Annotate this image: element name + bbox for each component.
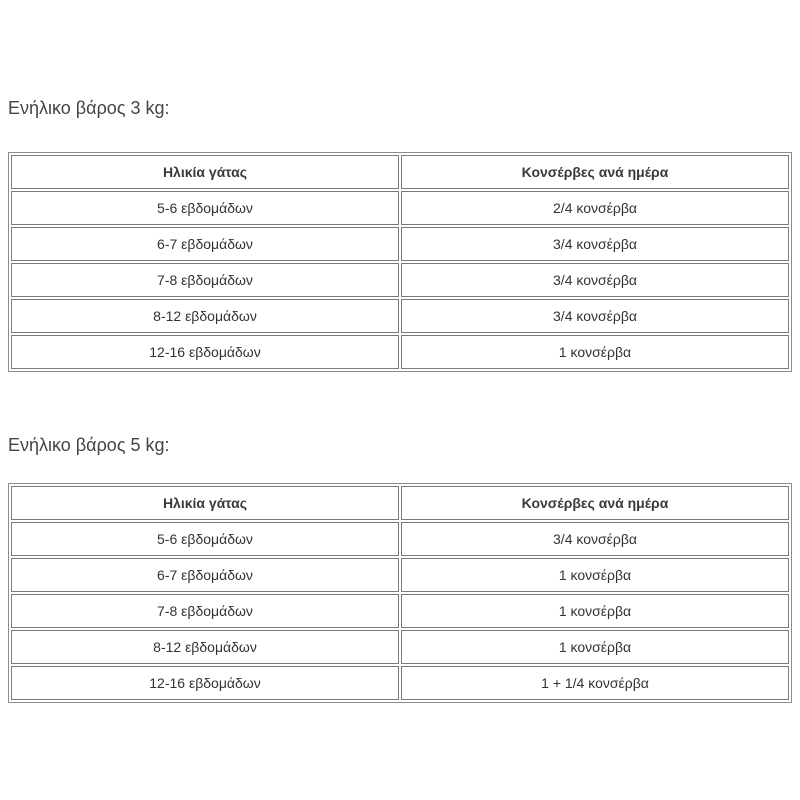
table-row — [11, 227, 789, 261]
cat-age-cell: 7-8 εβδομάδων — [11, 263, 399, 297]
cat-age-cell: 8-12 εβδομάδων — [11, 630, 399, 664]
cans-per-day-cell: 1 κονσέρβα — [401, 558, 789, 592]
cat-age-cell: 6-7 εβδομάδων — [11, 558, 399, 592]
cat-age-cell: 6-7 εβδομάδων — [11, 227, 399, 261]
table-row — [11, 522, 789, 556]
cans-per-day-cell: 1 κονσέρβα — [401, 630, 789, 664]
cat-age-cell: 5-6 εβδομάδων — [11, 522, 399, 556]
column-header-cans-per-day: Κονσέρβες ανά ημέρα — [401, 155, 789, 189]
cans-per-day-cell: 3/4 κονσέρβα — [401, 299, 789, 333]
cat-age-cell: 5-6 εβδομάδων — [11, 191, 399, 225]
table-row — [11, 594, 789, 628]
table-row — [11, 263, 789, 297]
table-row — [11, 558, 789, 592]
column-header-cat-age: Ηλικία γάτας — [11, 155, 399, 189]
cat-age-cell: 12-16 εβδομάδων — [11, 666, 399, 700]
cans-per-day-cell: 3/4 κονσέρβα — [401, 227, 789, 261]
cat-age-cell: 8-12 εβδομάδων — [11, 299, 399, 333]
table-header-row — [11, 155, 789, 189]
section-heading: Ενήλικο βάρος 5 kg: — [8, 435, 170, 455]
table-row — [11, 666, 789, 700]
cans-per-day-cell: 1 κονσέρβα — [401, 335, 789, 369]
table-row — [11, 630, 789, 664]
section-heading: Ενήλικο βάρος 3 kg: — [8, 98, 170, 118]
cans-per-day-cell: 2/4 κονσέρβα — [401, 191, 789, 225]
table-header-row — [11, 486, 789, 520]
cans-per-day-cell: 3/4 κονσέρβα — [401, 263, 789, 297]
table-row — [11, 299, 789, 333]
column-header-cans-per-day: Κονσέρβες ανά ημέρα — [401, 486, 789, 520]
feeding-table-3kg — [8, 152, 792, 372]
table-row — [11, 335, 789, 369]
cans-per-day-cell: 1 κονσέρβα — [401, 594, 789, 628]
cat-age-cell: 12-16 εβδομάδων — [11, 335, 399, 369]
feeding-table-5kg — [8, 483, 792, 703]
column-header-cat-age: Ηλικία γάτας — [11, 486, 399, 520]
cans-per-day-cell: 3/4 κονσέρβα — [401, 522, 789, 556]
cans-per-day-cell: 1 + 1/4 κονσέρβα — [401, 666, 789, 700]
table-row — [11, 191, 789, 225]
cat-age-cell: 7-8 εβδομάδων — [11, 594, 399, 628]
